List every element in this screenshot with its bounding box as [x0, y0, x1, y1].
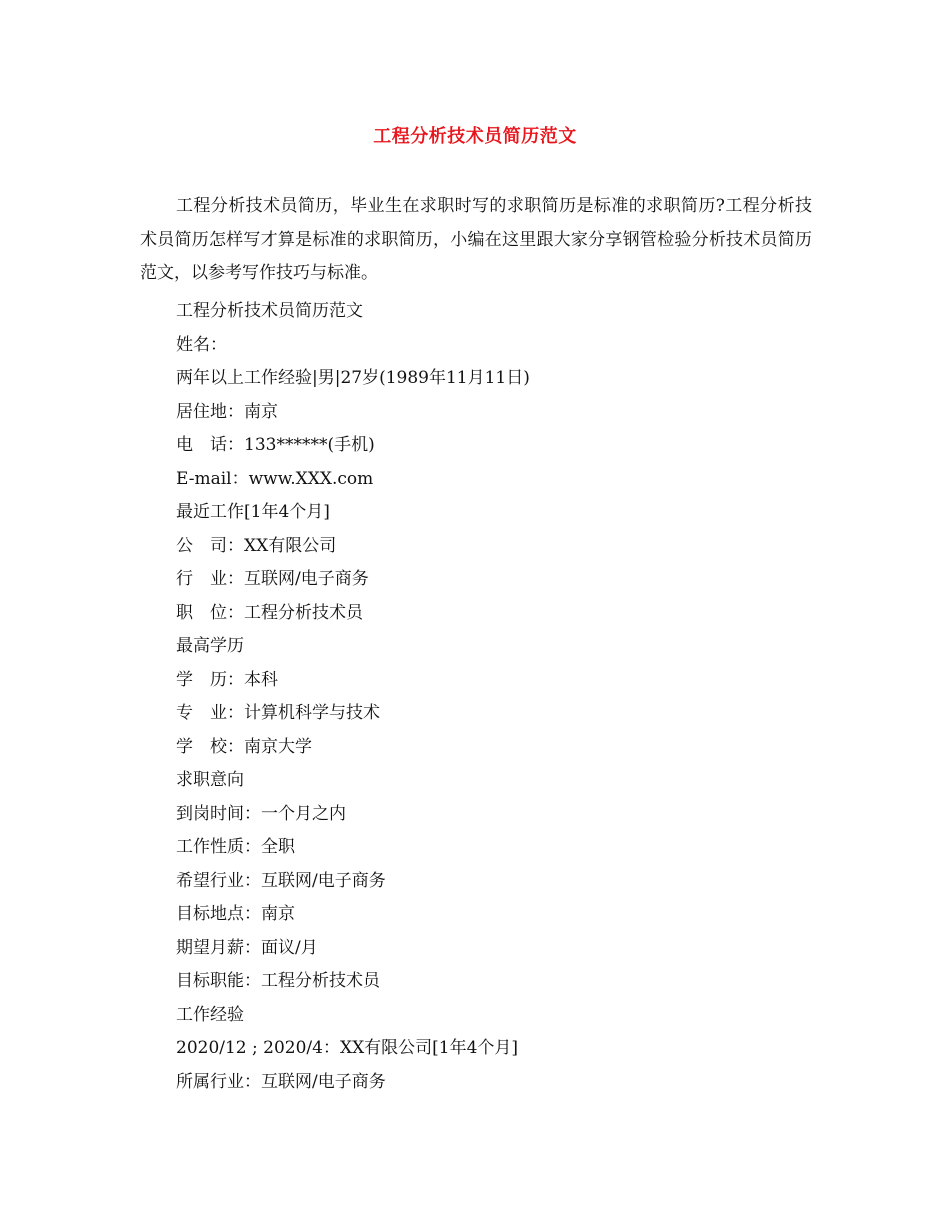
resume-line: 工程分析技术员简历范文 [176, 301, 363, 321]
resume-line: 期望月薪：面议/月 [176, 937, 318, 958]
resume-line: 希望行业：互联网/电子商务 [176, 870, 386, 891]
resume-lines [176, 295, 816, 1099]
resume-line: 学 校：南京大学 [176, 736, 312, 757]
resume-line: 工作经验 [176, 1004, 244, 1025]
resume-line: 居住地：南京 [176, 401, 278, 422]
resume-line: 求职意向 [176, 770, 244, 790]
resume-line: 最高学历 [176, 636, 244, 656]
resume-line: 学 历：本科 [176, 669, 278, 690]
resume-line: 两年以上工作经验|男|27岁(1989年11月11日) [176, 368, 530, 388]
resume-line: 所属行业：互联网/电子商务 [176, 1071, 386, 1092]
resume-line: 目标地点：南京 [176, 904, 295, 924]
resume-line: 专 业：计算机科学与技术 [176, 703, 380, 723]
resume-line: 2020/12 ; 2020/4：XX有限公司[1年4个月] [176, 1038, 519, 1058]
resume-line: 电 话：133******(手机) [176, 435, 375, 455]
document-title: 工程分析技术员简历范文 [373, 126, 577, 147]
resume-line: 行 业：互联网/电子商务 [176, 569, 369, 589]
resume-line: 姓名： [176, 334, 227, 355]
resume-line: E-mail：www.XXX.com [176, 468, 374, 489]
resume-line: 工作性质：全职 [176, 837, 295, 857]
resume-line: 到岗时间：一个月之内 [176, 803, 346, 824]
resume-line: 最近工作[1年4个月] [176, 502, 330, 522]
intro-paragraph: 工程分析技术员简历，毕业生在求职时写的求职简历是标准的求职简历?工程分析技术员简历怎样写才算是标准的求职简历，小编在这里跟大家分享钢管检验分析技术员简历范文，以参考写作技巧与标准。 [140, 196, 812, 283]
resume-line: 公 司：XX有限公司 [176, 535, 337, 556]
resume-line: 职 位：工程分析技术员 [176, 602, 363, 623]
resume-line: 目标职能：工程分析技术员 [176, 971, 380, 991]
